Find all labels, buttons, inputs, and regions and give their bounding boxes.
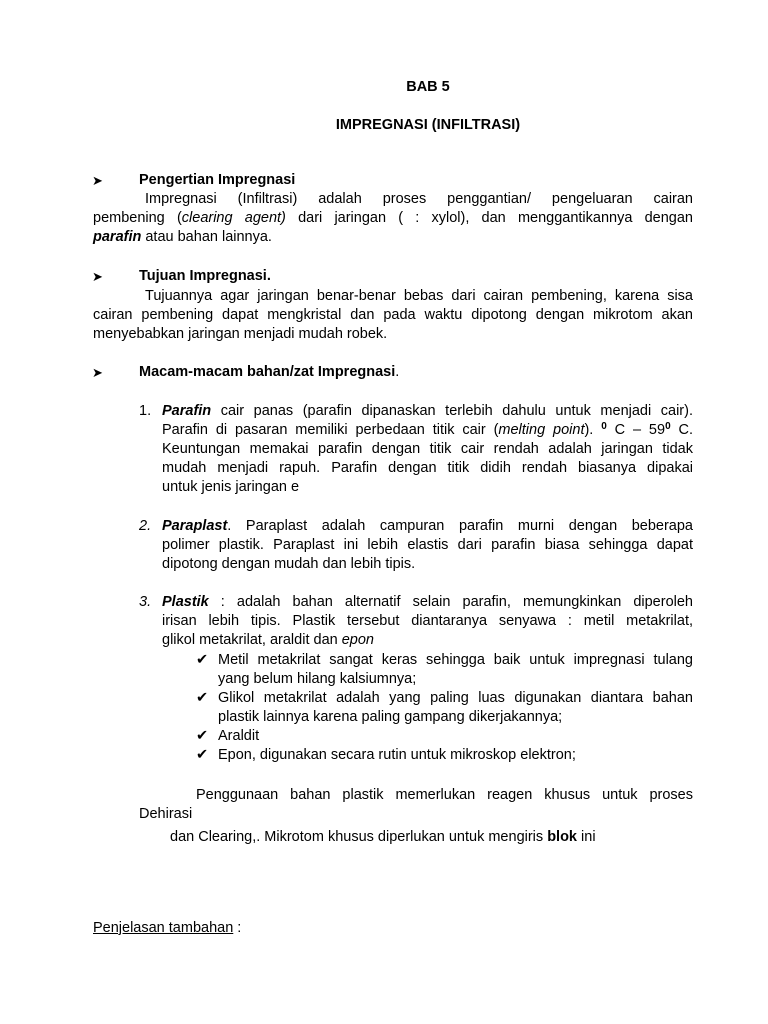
check-line: Glikol metakrilat adalah yang paling luas digunakan diantara bahan [218,690,693,706]
check-item [218,727,693,746]
check-line: Metil metakrilat sangat keras sehingga baik untuk impregnasi tulang [218,652,693,668]
checkmark-icon: ✔ [196,652,209,668]
list-item-parafin [162,402,693,497]
paragraph-line: parafin atau bahan lainnya. [93,229,272,245]
section-paragraph-pengertian [93,190,693,247]
paragraph-line: pembening (clearing agent) dari jaringan ( : xylol), dan menggantikannya dengan [93,210,693,226]
item-line: Plastik : adalah bahan alternatif selain parafin, memungkinkan diperoleh [162,594,693,610]
item-line: Parafin di pasaran memiliki perbedaan titik cair (melting point). $^0$ C – $59^0$ C. [162,421,693,438]
item-line: dipotong dengan mudah dan lebih tipis. [162,556,416,572]
item-line: Paraplast. Paraplast adalah campuran parafin murni dengan beberapa [162,518,693,534]
item-line: polimer plastik. Paraplast ini lebih elastis dari parafin biasa sehingga dapat [162,537,693,553]
check-line: Araldit [218,728,260,744]
check-item [218,746,693,765]
check-item [218,651,693,689]
item-line: Parafin cair panas (parafin dipanaskan terlebih dahulu untuk menjadi cair). [162,403,693,419]
additional-explanation-label: Penjelasan tambahan : [93,920,242,936]
check-line: plastik lainnya karena paling gampang dikerjakannya; [218,709,563,725]
check-line: Epon, digunakan secara rutin untuk mikroskop elektron; [218,747,576,763]
document-title: IMPREGNASI (INFILTRASI) [335,117,521,133]
paragraph-line: Tujuannya agar jaringan benar-benar bebas dari cairan pembening, karena sisa [145,288,693,304]
paragraph-line: menyebabkan jaringan menjadi mudah robek. [93,326,388,342]
paragraph-line: Impregnasi (Infiltrasi) adalah proses penggantian/ pengeluaran cairan [145,191,693,207]
closing-paragraph [139,786,693,824]
closing-line: Penggunaan bahan plastik memerlukan reagen khusus untuk proses [196,787,693,803]
check-line: yang belum hilang kalsiumnya; [218,671,417,687]
check-item [218,689,693,727]
section-title-macam: Macam-macam bahan/zat Impregnasi. [139,364,400,380]
section-title-tujuan: Tujuan Impregnasi. [139,268,271,284]
arrow-bullet-icon: ➤ [92,269,103,284]
list-item-paraplast [162,517,693,574]
closing-line: Dehirasi [139,806,193,822]
chapter-heading: BAB 5 [406,79,450,95]
list-number: 2. [139,518,152,534]
section-paragraph-tujuan [93,287,693,344]
item-line: mudah menjadi rapuh. Parafin dengan titik didih rendah biasanya dipakai [162,460,693,476]
list-number: 1. [139,403,152,419]
item-line: irisan lebih tipis. Plastik tersebut diantaranya senyawa : metil metakrilat, [162,613,693,629]
closing-line-3: dan Clearing,. Mikrotom khusus diperlukan untuk mengiris blok ini [170,829,596,845]
checkmark-icon: ✔ [196,690,209,706]
checkmark-icon: ✔ [196,728,209,744]
arrow-bullet-icon: ➤ [92,365,103,380]
item-line: Keuntungan memakai parafin dengan titik cair rendah adalah jaringan tidak [162,441,693,457]
list-number: 3. [139,594,152,610]
list-item-plastik [162,593,693,650]
item-line: untuk jenis jaringan e [162,479,300,495]
paragraph-line: cairan pembening dapat mengkristal dan pada waktu dipotong dengan mikrotom akan [93,307,693,323]
arrow-bullet-icon: ➤ [92,173,103,188]
item-line: glikol metakrilat, araldit dan epon [162,632,374,648]
checkmark-icon: ✔ [196,747,209,763]
section-title-pengertian: Pengertian Impregnasi [139,172,296,188]
